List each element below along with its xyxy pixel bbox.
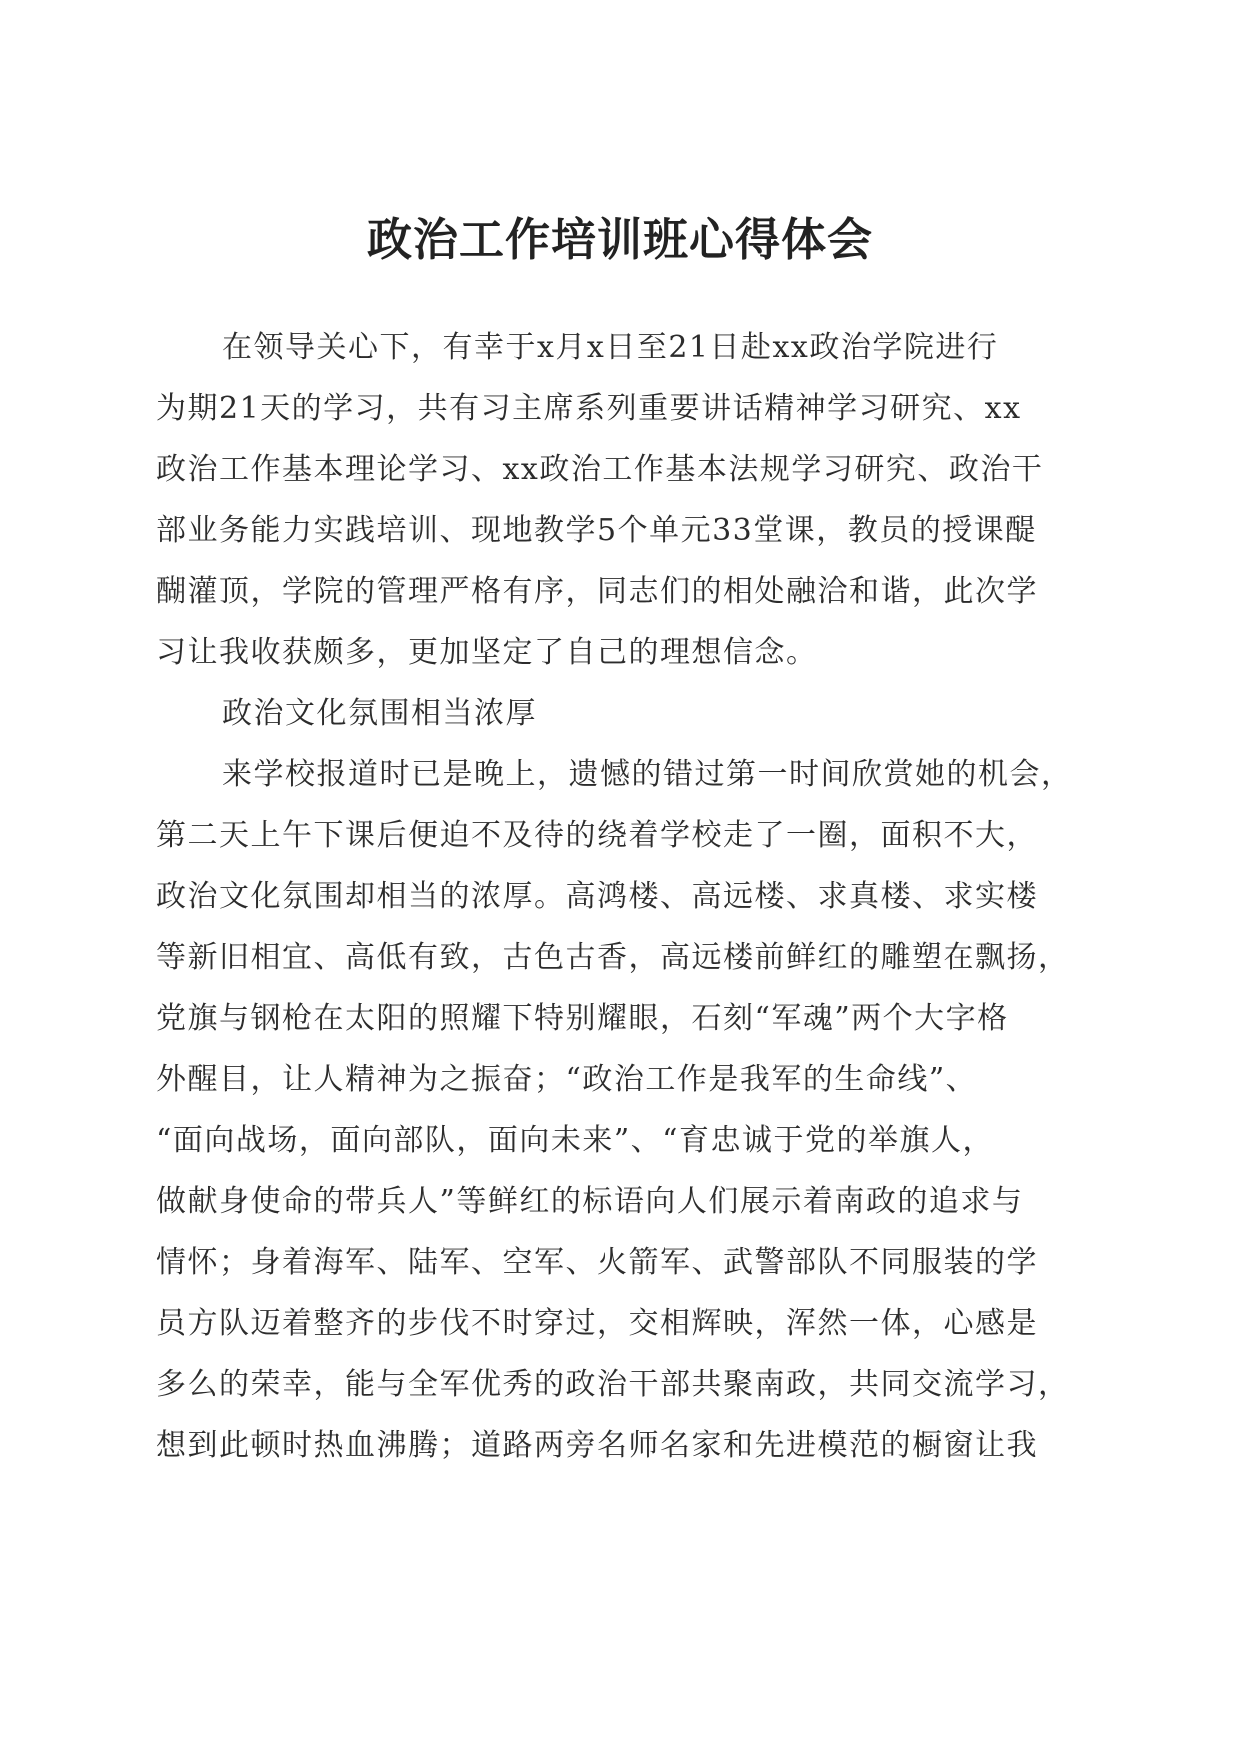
paragraph-line: 习让我收获颇多，更加坚定了自己的理想信念。 bbox=[156, 635, 818, 670]
paragraph-line: 做献身使命的带兵人”等鲜红的标语向人们展示着南政的追求与 bbox=[156, 1184, 1024, 1219]
paragraph-line: 等新旧相宜、高低有致，古色古香，高远楼前鲜红的雕塑在飘扬， bbox=[156, 940, 1070, 975]
paragraph-line: 员方队迈着整齐的步伐不时穿过，交相辉映，浑然一体，心感是 bbox=[156, 1306, 1038, 1341]
paragraph-line: 情怀；身着海军、陆军、空军、火箭军、武警部队不同服装的学 bbox=[156, 1245, 1038, 1280]
paragraph-line: 党旗与钢枪在太阳的照耀下特别耀眼，石刻“军魂”两个大字格 bbox=[156, 1001, 1009, 1036]
paragraph-line: 来学校报道时已是晚上，遗憾的错过第一时间欣赏她的机会， bbox=[222, 757, 1073, 792]
paragraph-line: 醐灌顶，学院的管理严格有序，同志们的相处融洽和谐，此次学 bbox=[156, 574, 1038, 609]
paragraph-line: 部业务能力实践培训、现地教学5个单元33堂课，教员的授课醍 bbox=[156, 513, 1037, 548]
paragraph-line: “面向战场，面向部队，面向未来”、“育忠诚于党的举旗人， bbox=[156, 1123, 995, 1158]
paragraph-line: 第二天上午下课后便迫不及待的绕着学校走了一圈，面积不大， bbox=[156, 818, 1038, 853]
paragraph-line: 在领导关心下，有幸于x月x日至21日赴xx政治学院进行 bbox=[222, 330, 999, 365]
paragraph-line: 为期21天的学习，共有习主席系列重要讲话精神学习研究、xx bbox=[156, 391, 1022, 426]
document-title: 政治工作培训班心得体会 bbox=[366, 213, 873, 266]
paragraph-line: 外醒目，让人精神为之振奋；“政治工作是我军的生命线”、 bbox=[156, 1062, 978, 1097]
section-heading: 政治文化氛围相当浓厚 bbox=[222, 696, 537, 731]
paragraph-line: 想到此顿时热血沸腾；道路两旁名师名家和先进模范的橱窗让我 bbox=[156, 1428, 1038, 1463]
paragraph-line: 政治工作基本理论学习、xx政治工作基本法规学习研究、政治干 bbox=[156, 452, 1044, 487]
paragraph-line: 多么的荣幸，能与全军优秀的政治干部共聚南政，共同交流学习， bbox=[156, 1367, 1070, 1402]
paragraph-line: 政治文化氛围却相当的浓厚。高鸿楼、高远楼、求真楼、求实楼 bbox=[156, 879, 1038, 914]
